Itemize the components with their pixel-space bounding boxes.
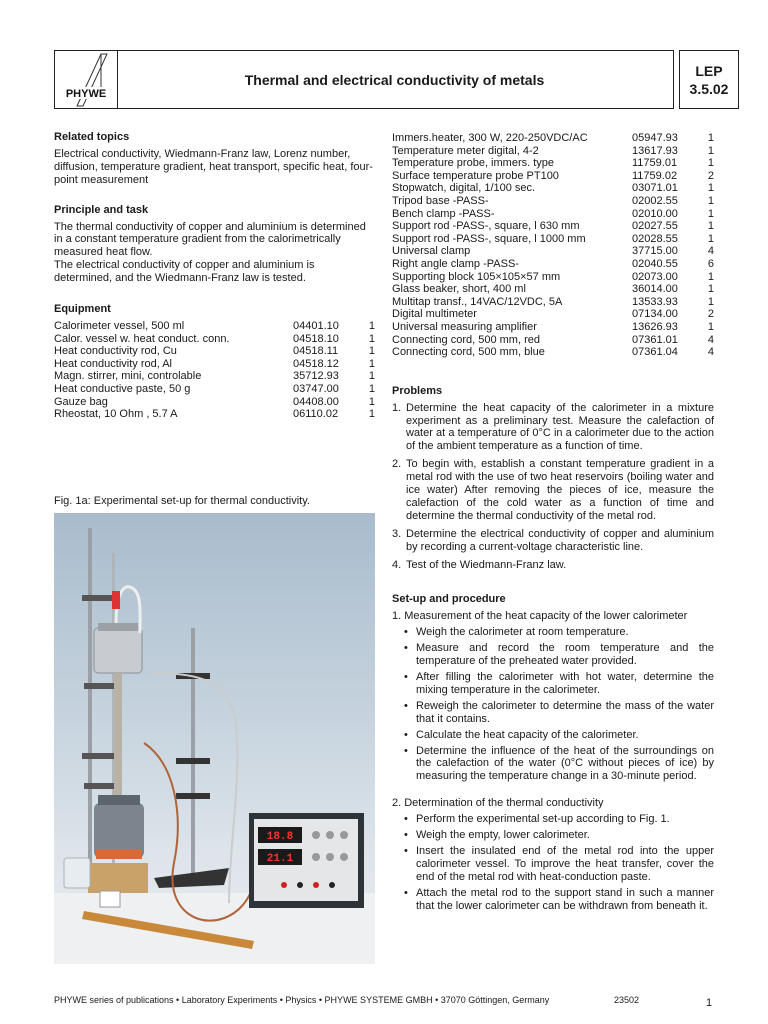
problem-text: Test of the Wiedmann-Franz law. [406, 558, 567, 571]
equipment-code: 02027.55 [632, 220, 678, 233]
equipment-code: 11759.01 [632, 157, 678, 170]
equipment-row [392, 321, 714, 334]
equipment-code: 02010.00 [632, 207, 678, 220]
equipment-row [392, 334, 714, 347]
equipment-name: Digital multimeter [392, 308, 477, 321]
equipment-row [392, 296, 714, 309]
problem-text: To begin with, establish a constant temperature gradient in a metal rod with the use of two heat reservoirs (boiling water and ice water) After removing the pieces of ice, measure the calefaction of the cold water as a function of time and determine the thermal conductivity of the metal rod. [406, 458, 714, 522]
equipment-name: Heat conductivity rod, Al [54, 357, 173, 370]
equipment-name: Immers.heater, 300 W, 220-250VDC/AC [392, 132, 588, 144]
equipment-row [392, 170, 714, 183]
equipment-code: 03747.00 [293, 382, 339, 395]
equipment-name: Gauze bag [54, 395, 108, 408]
step-item: • Weigh the calorimeter at room temperature. [392, 626, 714, 639]
equipment-qty: 1 [707, 182, 714, 195]
equipment-code: 02040.55 [632, 257, 678, 270]
equipment-code: 13617.93 [632, 144, 678, 157]
equipment-code: 05947.93 [632, 132, 678, 144]
phywe-logo [54, 50, 118, 109]
step-item: • Measure and record the room temperature and the temperature of the preheated water provided. [392, 642, 714, 668]
problem-item [392, 402, 714, 454]
setup-heading: Set-up and procedure [392, 593, 506, 606]
equipment-name: Calorimeter vessel, 500 ml [54, 319, 185, 332]
equipment-name: Universal measuring amplifier [392, 320, 537, 333]
equipment-code: 02002.55 [632, 194, 678, 207]
equipment-name: Temperature probe, immers. type [392, 157, 555, 170]
equipment-code: 07134.00 [632, 308, 678, 321]
lep-box [679, 50, 739, 109]
step-item: • Attach the metal rod to the support stand in such a manner that the lower calorimeter can be withdrawn from beneath it. [392, 887, 714, 913]
step-item: • Determine the influence of the heat of the surroundings on the calefaction of the water (0°C without pieces of ice) by measuring the temperature change in a 30-minute period. [392, 745, 714, 784]
equipment-row [392, 182, 714, 195]
display-readout-1: 18.8 [266, 831, 294, 843]
equipment-row [54, 345, 375, 358]
equipment-list-right [392, 132, 714, 359]
page-footer [54, 995, 714, 1009]
equipment-row [392, 233, 714, 246]
equipment-qty: 2 [707, 308, 714, 321]
equipment-name: Stopwatch, digital, 1/100 sec. [392, 182, 536, 195]
page-title: Thermal and electrical conductivity of metals [116, 50, 674, 109]
equipment-code: 04518.10 [293, 332, 339, 345]
step-1-title: 1. Measurement of the heat capacity of the lower calorimeter [392, 610, 688, 623]
equipment-name: Support rod -PASS-, square, l 630 mm [392, 220, 580, 233]
equipment-name: Connecting cord, 500 mm, red [392, 333, 540, 346]
equipment-name: Universal clamp [392, 245, 471, 258]
equipment-row [392, 220, 714, 233]
equipment-qty: 1 [368, 370, 375, 383]
step-2-list [392, 813, 714, 912]
equipment-row [54, 320, 375, 333]
experimental-setup-photo [54, 513, 375, 964]
equipment-qty: 4 [707, 245, 714, 258]
equipment-qty: 1 [707, 194, 714, 207]
equipment-code: 04518.12 [293, 357, 339, 370]
equipment-name: Connecting cord, 500 mm, blue [392, 346, 545, 359]
equipment-code: 11759.02 [632, 169, 678, 182]
equipment-name: Surface temperature probe PT100 [392, 169, 559, 182]
step-1-list [392, 626, 714, 783]
equipment-row [392, 132, 714, 145]
step-item: • Reweigh the calorimeter to determine the mass of the water that it contains. [392, 700, 714, 726]
equipment-row [392, 308, 714, 321]
equipment-code: 04408.00 [293, 395, 339, 408]
equipment-code: 13533.93 [632, 295, 678, 308]
equipment-qty: 1 [368, 408, 375, 421]
equipment-row [392, 271, 714, 284]
equipment-code: 13626.93 [632, 320, 678, 333]
footer-series: PHYWE series of publications • Laboratory Experiments • Physics • PHYWE SYSTEME GMBH • 37070 Göttingen, Germany [54, 995, 550, 1005]
figure-caption: Fig. 1a: Experimental set-up for thermal conductivity. [54, 495, 310, 507]
equipment-qty: 6 [707, 257, 714, 270]
equipment-qty: 4 [707, 346, 714, 359]
equipment-qty: 1 [707, 320, 714, 333]
left-column [54, 131, 375, 421]
equipment-code: 04401.10 [293, 319, 339, 332]
equipment-row [54, 370, 375, 383]
equipment-row [54, 408, 375, 421]
equipment-qty: 1 [368, 319, 375, 332]
equipment-code: 02073.00 [632, 270, 678, 283]
equipment-name: Supporting block 105×105×57 mm [392, 270, 561, 283]
equipment-name: Tripod base -PASS- [392, 194, 489, 207]
equipment-heading: Equipment [54, 303, 111, 316]
equipment-qty: 1 [707, 270, 714, 283]
step-item: • After filling the calorimeter with hot water, determine the mixing temperature in the calorimeter. [392, 671, 714, 697]
lep-label: LEP [695, 62, 723, 79]
equipment-qty: 1 [368, 395, 375, 408]
equipment-row [392, 258, 714, 271]
equipment-qty: 2 [707, 169, 714, 182]
equipment-name: Support rod -PASS-, square, l 1000 mm [392, 232, 586, 245]
principle-para-1: The thermal conductivity of copper and aluminium is determined in a constant temperature gradient from the calorimetrically measured heat flow. [54, 220, 366, 259]
logo-text: PHYWE [65, 88, 107, 100]
equipment-name: Multitap transf., 14VAC/12VDC, 5A [392, 295, 563, 308]
problem-number: 4. [392, 558, 402, 571]
right-column [392, 132, 714, 916]
principle-para-2: The electrical conductivity of copper and aluminium is determined, and the Wiedmann-Franz law is tested. [54, 259, 315, 285]
problem-number: 2. [392, 458, 402, 471]
equipment-name: Bench clamp -PASS- [392, 207, 495, 220]
problem-text: Determine the electrical conductivity of copper and aluminium by recording a current-voltage characteristic line. [406, 527, 714, 553]
setup-illustration [54, 513, 375, 964]
equipment-qty: 1 [707, 207, 714, 220]
step-item: • Perform the experimental set-up according to Fig. 1. [392, 813, 714, 826]
equipment-code: 35712.93 [293, 370, 339, 383]
equipment-name: Magn. stirrer, mini, controlable [54, 370, 202, 383]
equipment-qty: 4 [707, 333, 714, 346]
equipment-row [392, 346, 714, 359]
problems-heading: Problems [392, 384, 443, 397]
problem-number: 3. [392, 527, 402, 540]
problem-item [392, 458, 714, 523]
equipment-row [392, 145, 714, 158]
related-topics-heading: Related topics [54, 131, 130, 143]
step-2-title: 2. Determination of the thermal conductivity [392, 797, 604, 810]
equipment-qty: 1 [368, 382, 375, 395]
problems-list [392, 402, 714, 572]
lep-number: 3.5.02 [689, 80, 729, 97]
equipment-name: Calor. vessel w. heat conduct. conn. [54, 332, 230, 345]
equipment-row [392, 245, 714, 258]
equipment-row [54, 358, 375, 371]
phywe-logo-graphic [55, 51, 117, 108]
equipment-name: Heat conductivity rod, Cu [54, 345, 177, 358]
equipment-code: 37715.00 [632, 245, 678, 258]
equipment-row [392, 195, 714, 208]
step-item: • Calculate the heat capacity of the calorimeter. [392, 729, 714, 742]
equipment-qty: 1 [707, 295, 714, 308]
equipment-row [392, 157, 714, 170]
equipment-row [392, 283, 714, 296]
step-item: • Weigh the empty, lower calorimeter. [392, 829, 714, 842]
equipment-code: 07361.01 [632, 333, 678, 346]
problem-item [392, 528, 714, 554]
equipment-name: Rheostat, 10 Ohm , 5.7 A [54, 408, 178, 421]
step-item: • Insert the insulated end of the metal rod into the upper calorimeter vessel. To improve the heat transfer, cover the end of the metal rod with heat-conduction paste. [392, 845, 714, 884]
equipment-row [54, 383, 375, 396]
display-readout-2: 21.1 [266, 853, 294, 865]
footer-code: 23502 [614, 995, 640, 1005]
problem-text: Determine the heat capacity of the calorimeter in a mixture experiment as a preliminary test. Measure the calefaction of water at a temperature of 0°C in a calorimeter due to the action of the ambient temperature as a function of time. [406, 401, 714, 453]
equipment-qty: 1 [368, 357, 375, 370]
equipment-code: 03071.01 [632, 182, 678, 195]
equipment-name: Temperature meter digital, 4-2 [392, 144, 539, 157]
equipment-name: Heat conductive paste, 50 g [54, 382, 191, 395]
equipment-qty: 1 [707, 283, 714, 296]
equipment-row [54, 333, 375, 346]
equipment-row [54, 396, 375, 409]
equipment-code: 06110.02 [293, 408, 339, 421]
equipment-qty: 1 [707, 220, 714, 233]
equipment-code: 36014.00 [632, 283, 678, 296]
equipment-qty: 1 [707, 232, 714, 245]
equipment-qty: 1 [368, 332, 375, 345]
equipment-qty: 1 [707, 144, 714, 157]
page-number: 1 [706, 997, 713, 1009]
equipment-code: 07361.04 [632, 346, 678, 359]
equipment-row [392, 208, 714, 221]
page-header [54, 50, 729, 109]
equipment-qty: 1 [707, 157, 714, 170]
equipment-code: 04518.11 [293, 345, 339, 358]
equipment-list-left [54, 320, 375, 421]
principle-heading: Principle and task [54, 203, 149, 216]
problem-number: 1. [392, 401, 402, 414]
equipment-qty: 1 [368, 345, 375, 358]
equipment-name: Right angle clamp -PASS- [392, 257, 519, 270]
related-topics-text: Electrical conductivity, Wiedmann-Franz law, Lorenz number, diffusion, temperature gradient, heat transport, specific heat, four-point measurement [54, 147, 373, 186]
problem-item [392, 559, 714, 572]
equipment-name: Glass beaker, short, 400 ml [392, 283, 526, 296]
equipment-code: 02028.55 [632, 232, 678, 245]
equipment-qty: 1 [707, 132, 714, 144]
